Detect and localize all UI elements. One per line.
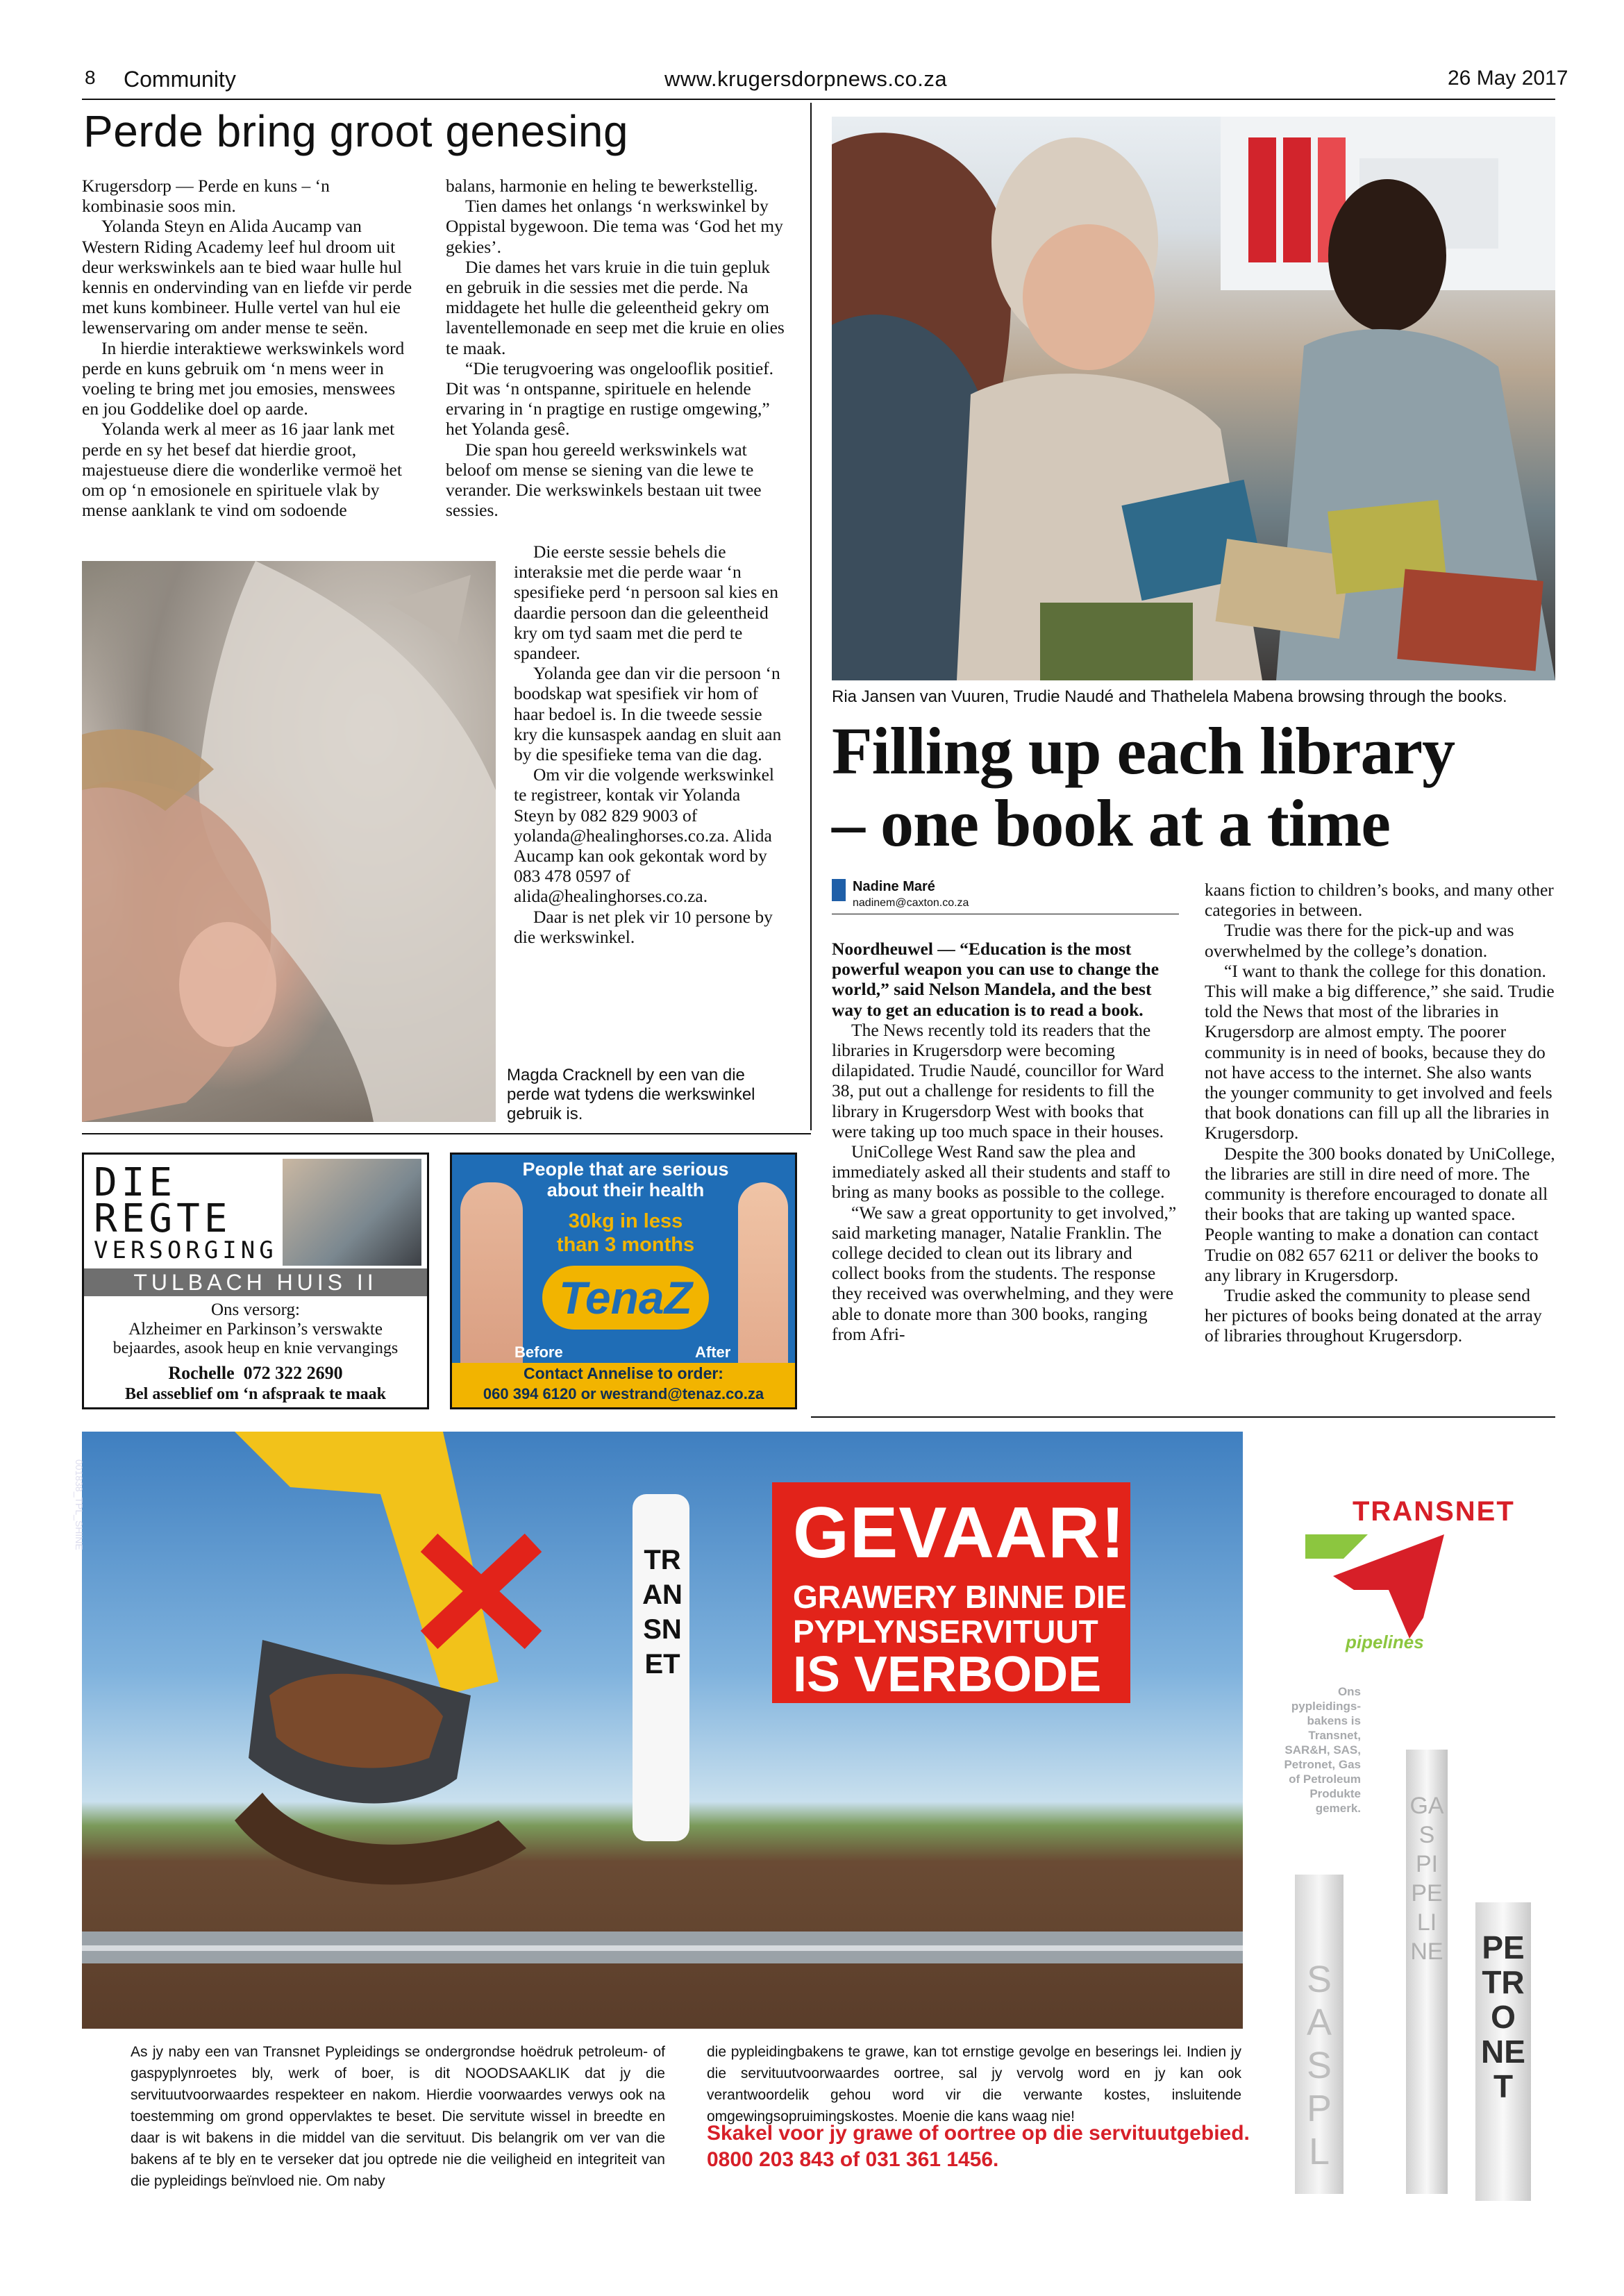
tenaz-after-figure	[738, 1182, 788, 1377]
article2-paragraph: Despite the 300 books donated by UniCollege, the libraries are still in dire need of more. The community is therefore encouraged to donate all their books that are taking up wanted space. People wanting to make a donation can contact Trudie on 082 657 6211 or deliver the books to any library in Krugersdorp.	[1205, 1143, 1555, 1285]
marker-sas-label: SAS PL	[1306, 1959, 1332, 2172]
gevaar-sub1: GRAWERY BINNE DIE	[793, 1579, 1127, 1615]
article2-paragraph: UniCollege West Rand saw the plea and immediately asked all their students and staff to bring as many books as possible to the college.	[832, 1141, 1171, 1203]
transnet-logo-icon	[1305, 1534, 1444, 1639]
article1-paragraph: Yolanda werk al meer as 16 jaar lank met perde en sy het besef dat hierdie groot, majestueuse diere die wonderlike vermoë het om op ‘n emosionele en spirituele vlak by mense aanklank te vind om sodoende	[82, 419, 402, 521]
transnet-cta: Skakel voor jy grawe of oortree op die servituutgebied.	[707, 2122, 1250, 2145]
issue-date: 26 May 2017	[1448, 67, 1568, 90]
regte-banner: TULBACH HUIS II	[84, 1268, 427, 1296]
article1-paragraph: Om vir die volgende werkswinkel te registreer, kontak vir Yolanda Steyn by 082 829 9003 of yolanda@healinghorses.co.za. Alida Aucamp kan ook gekontak word by 083 478 0597 of alida@healinghorses.co.za.	[514, 764, 775, 907]
tenaz-weight-line2: than 3 months	[556, 1234, 695, 1256]
transnet-logo-name: TRANSNET	[1353, 1496, 1515, 1527]
author-badge	[832, 879, 846, 901]
transnet-logo-division: pipelines	[1346, 1632, 1424, 1652]
article1-paragraph: Tien dames het onlangs ‘n werkswinkel by Oppistal bygewoon. Die tema was ‘God het my gekies’.	[446, 196, 783, 257]
page-number: 8	[85, 67, 96, 88]
tenaz-after-label: After	[695, 1343, 731, 1361]
article1-paragraph: Yolanda Steyn en Alida Aucamp van Western Riding Academy leef hul droom uit deur werkswinkels aan te bied waar hulle hul kennis en ondervinding van en liefde vir perde met kuns kombineer. Hulle vertel van hul eie lewenservaring om ander mense te seën.	[82, 216, 412, 338]
transnet-body-right: die pypleidingbakens te grawe, kan tot ernstige gevolge en beserings lei. Indien jy die servituutvoorwaardes oortree, sal jy vervolg word en jy kan ook verantwoordelik gehou word vir die verwante kostes, insluitende omgewingsopruimingskostes. Moenie die kans waag nie!	[707, 2044, 1241, 2125]
article1-col2	[446, 176, 785, 520]
article2-paragraph: Trudie asked the community to please send her pictures of books being donated at the array of libraries throughout Krugersdorp.	[1205, 1285, 1542, 1346]
marker-sas	[1295, 1875, 1343, 2194]
article2-bottom-rule	[811, 1416, 1555, 1418]
marker-gas-label: GAS PIPELINE	[1409, 1793, 1444, 1965]
marker-petronet-label: PETRONET	[1481, 1929, 1525, 2104]
website[interactable]: www.krugersdorpnews.co.za	[664, 67, 948, 91]
section-name: Community	[124, 67, 236, 92]
transnet-side-note: Ons pypleidings-bakens is Transnet, SAR&H, SAS, Petronet, Gas of Petroleum Produkte gemerk.	[1284, 1685, 1361, 1815]
article2-paragraph: “We saw a great opportunity to get involved,” said marketing manager, Natalie Franklin. The college decided to clean out its library and collect books from the students. The response they received was overwhelming, and they were able to donate more than 300 books, ranging from Afri-	[832, 1202, 1177, 1344]
books-photo-art	[832, 117, 1555, 680]
article1-paragraph: Die eerste sessie behels die interaksie met die perde waar ‘n spesifieke perd ‘n persoon sal kies en daardie persoon dan die geleentheid kry om tyd saam met die perd te spandeer.	[514, 542, 778, 664]
author-name: Nadine Maré	[853, 879, 935, 894]
article1-headline: Perde bring groot genesing	[83, 106, 629, 156]
article1-paragraph: Daar is net plek vir 10 persone by die werkswinkel.	[514, 906, 773, 947]
regte-logo-line2: REGTE	[94, 1196, 232, 1241]
article1-photo-caption: Magda Cracknell by een van die perde wat tydens die werkswinkel gebruik is.	[507, 1066, 755, 1123]
article2-lead: Noordheuwel — “Education is the most powerful weapon you can use to change the world,” said Nelson Mandela, and the best way to get an education is to read a book.	[832, 939, 1160, 1020]
article2-headline	[832, 715, 1561, 860]
tenaz-contact-line2[interactable]: 060 394 6120 or westrand@tenaz.co.za	[483, 1385, 764, 1402]
column-divider	[810, 103, 812, 1130]
article2-headline-line1: Filling up each library	[832, 714, 1455, 788]
transnet-marker-text: TRANSNET	[642, 1545, 683, 1679]
transnet-phone[interactable]: 0800 203 843 of 031 361 1456.	[707, 2148, 999, 2171]
transnet-body-left: As jy naby een van Transnet Pypleidings se ondergrondse hoëdruk petroleum- of gaspyplynroetes bly, werk of boer, is dit NOODSAAKLIK dat jy die servituutvoorwaardes respekteer en nakom. Hierdie voorwaardes verwys ook na toestemming om grond oppervlaktes te beset. Die servitute wissel in breedte en daar is wit bakens in die middel van die servituut. Dis belangrik om ver van die bakens af te bly en te verseker dat jou optrede nie die veiligheid en integriteit van die pypleidings beïnvloed nie. Om naby	[131, 2044, 665, 2189]
article1-paragraph: Die dames het vars kruie in die tuin gepluk en gebruik in die sessies met die perde. Na middagete het hulle die geleentheid gekry om laventellemonade en seep met die kruie en olies te maak.	[446, 256, 785, 358]
marker-gas	[1406, 1750, 1448, 2194]
horse-photo-art	[82, 561, 496, 1122]
tenaz-contact-line1: Contact Annelise to order:	[524, 1364, 723, 1382]
article2-photo-caption: Ria Jansen van Vuuren, Trudie Naudé and Thathelela Mabena browsing through the books.	[832, 687, 1507, 706]
tenaz-headline: People that are serious about their health	[522, 1159, 729, 1200]
tenaz-before-figure	[460, 1182, 523, 1377]
article2-paragraph: kaans fiction to children’s books, and many other categories in between.	[1205, 880, 1554, 921]
tenaz-logo: TenaZ	[542, 1266, 709, 1330]
article1-paragraph: Krugersdorp — Perde en kuns – ‘n kombinasie soos min.	[82, 176, 330, 217]
regte-line1: Ons versorg:	[210, 1300, 300, 1319]
article2-paragraph: Trudie was there for the pick-up and was overwhelmed by the college’s donation.	[1205, 920, 1514, 961]
article1-paragraph: balans, harmonie en heling te bewerkstellig.	[446, 176, 758, 196]
article2-paragraph: The News recently told its readers that the libraries in Krugersdorp were becoming dilapidated. Trudie Naudé, councillor for Ward 38, put out a challenge for residents to fill the library in Krugersdorp West with books that were taking up too much space in their houses.	[832, 1019, 1164, 1141]
header-rule	[82, 99, 1555, 100]
article1-paragraph: In hierdie interaktiewe werkswinkels word perde en kuns gebruik om ‘n mens weer in voeling te bring met jou emosies, menswees en jou Goddelike doel op aarde.	[82, 337, 405, 419]
regte-contact[interactable]: Rochelle 072 322 2690	[168, 1363, 343, 1383]
transnet-ref-code: 001838_TPL_SHINE	[74, 1459, 85, 1550]
article1-paragraph: Yolanda gee dan vir die persoon ‘n boodskap wat spesifiek vir hom of haar bedoel is. In die tweede sessie kry die kunsaspek aandag en sluit aan by die spesifieke tema van die dag.	[514, 663, 782, 765]
regte-logo-line3: VERSORGING	[94, 1237, 278, 1264]
gevaar-sub3: IS VERBODE	[793, 1647, 1102, 1702]
tenaz-before-label: Before	[514, 1343, 563, 1361]
article1-bottom-rule	[82, 1133, 811, 1134]
regte-cta: Bel asseblief om ‘n afspraak te maak	[125, 1385, 386, 1403]
article1-col3	[514, 542, 785, 947]
gevaar-warning-box	[772, 1482, 1130, 1703]
article1-paragraph: Die span hou gereeld werkswinkels wat beloof om mense se siening van die lewe te verander. Die werkswinkels bestaan uit twee sessies.	[446, 439, 762, 521]
article2-paragraph: “I want to thank the college for this donation. This will make a big difference,” she said. Trudie told the News that most of the libraries in Krugersdorp are almost empty. The poorer community is in need of books, because they do not have access to the internet. She also wants the younger community to get involved and feels that book donations can fill up all the libraries in Krugersdorp.	[1205, 960, 1555, 1143]
article2-col2	[1205, 880, 1555, 1346]
article2-col1	[832, 939, 1180, 1344]
author-email[interactable]: nadinem@caxton.co.za	[853, 897, 969, 909]
ad-tenaz[interactable]	[450, 1153, 797, 1409]
ad-regte-versorging[interactable]	[82, 1153, 429, 1409]
article2-headline-line2: – one book at a time	[832, 786, 1390, 860]
article1-paragraph: “Die terugvoering was ongelooflik positief. Dit was ‘n ontspanne, spirituele en helende ervaring in ‘n pragtige en rustige omgewing,” het Yolanda gesê.	[446, 358, 774, 439]
regte-photo	[283, 1159, 421, 1266]
article1-col1	[82, 176, 415, 520]
regte-line3: bejaardes, asook heup en knie vervangings	[112, 1339, 399, 1357]
marker-petronet	[1475, 1902, 1531, 2201]
horse-photo	[82, 561, 496, 1122]
tenaz-contact-bar	[452, 1363, 795, 1407]
gevaar-title: GEVAAR!	[793, 1493, 1125, 1573]
regte-line2: Alzheimer en Parkinson’s verswakte	[128, 1320, 383, 1339]
regte-logo-line1: DIE	[94, 1160, 177, 1205]
gevaar-sub2: PYPLYNSERVITUUT	[793, 1614, 1098, 1650]
books-photo	[832, 117, 1555, 680]
tenaz-weight-line1: 30kg in less	[568, 1210, 683, 1232]
